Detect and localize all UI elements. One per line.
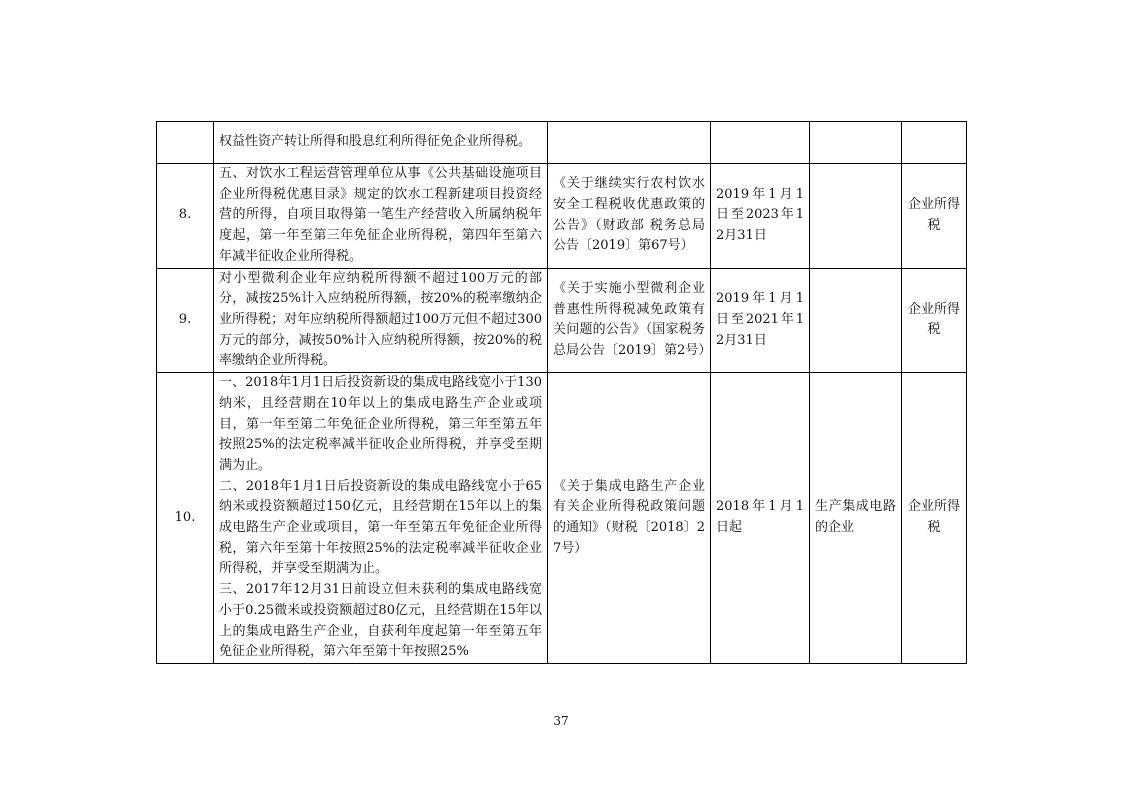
tax-type	[902, 122, 967, 164]
policy-period: 2019年1月1日至2023年12月31日	[711, 164, 810, 269]
policy-content	[214, 373, 548, 664]
policy-basis: 《关于继续实行农村饮水安全工程税收优惠政策的公告》（财政部 税务总局公告〔2019〕第67号）	[548, 164, 711, 269]
policy-scope	[810, 122, 902, 164]
policy-basis	[548, 122, 711, 164]
row-number: 10.	[157, 373, 214, 664]
table-row	[157, 268, 967, 373]
policy-table	[156, 121, 967, 664]
policy-scope	[810, 268, 902, 373]
policy-scope	[810, 164, 902, 269]
policy-scope: 生产集成电路的企业	[810, 373, 902, 664]
policy-basis: 《关于集成电路生产企业有关企业所得税政策问题的通知》（财税〔2018〕27号）	[548, 373, 711, 664]
policy-period	[711, 122, 810, 164]
row-number: 9.	[157, 268, 214, 373]
policy-period: 2019年1月1日至2021年12月31日	[711, 268, 810, 373]
table-row	[157, 373, 967, 664]
table-row	[157, 164, 967, 269]
content-paragraph: 五、对饮水工程运营管理单位从事《公共基础设施项目企业所得税优惠目录》规定的饮水工程新建项目投资经营的所得，自项目取得第一笔生产经营收入所属纳税年度起，第一年至第三年免征企业所得税，第四年至第六年减半征收企业所得税。	[219, 166, 542, 264]
policy-basis: 《关于实施小型微利企业普惠性所得税减免政策有关问题的公告》（国家税务总局公告〔2019〕第2号）	[548, 268, 711, 373]
page-number: 37	[553, 714, 569, 728]
content-paragraph: 一、2018年1月1日后投资新设的集成电路线宽小于130纳米，且经营期在10年以上的集成电路生产企业或项目，第一年至第二年免征企业所得税，第三年至第五年按照25%的法定税率减半征收企业所得税，并享受至期满为止。	[219, 375, 542, 473]
tax-type: 企业所得税	[902, 268, 967, 373]
content-paragraph: 二、2018年1月1日后投资新设的集成电路线宽小于65纳米或投资额超过150亿元，且经营期在15年以上的集成电路生产企业或项目，第一年至第五年免征企业所得税，第六年至第十年按照25%的法定税率减半征收企业所得税，并享受至期满为止。	[219, 478, 542, 577]
tax-type: 企业所得税	[902, 373, 967, 664]
tax-type: 企业所得税	[902, 164, 967, 269]
policy-content	[214, 122, 548, 164]
row-number	[157, 122, 214, 164]
content-paragraph: 权益性资产转让所得和股息红利所得征免企业所得税。	[219, 134, 532, 150]
policy-content	[214, 268, 548, 373]
content-paragraph: 对小型微利企业年应纳税所得额不超过100万元的部分，减按25%计入应纳税所得额，按20%的税率缴纳企业所得税；对年应纳税所得额超过100万元但不超过300万元的部分，减按50%计入应纳税所得额，按20%的税率缴纳企业所得税。	[219, 270, 542, 369]
policy-period: 2018年1月1日起	[711, 373, 810, 664]
content-paragraph: 三、2017年12月31日前设立但未获利的集成电路线宽小于0.25微米或投资额超过80亿元，且经营期在15年以上的集成电路生产企业，自获利年度起第一年至第五年免征企业所得税，第六年至第十年按照25%	[219, 582, 542, 660]
table-row	[157, 122, 967, 164]
row-number: 8.	[157, 164, 214, 269]
policy-content	[214, 164, 548, 269]
